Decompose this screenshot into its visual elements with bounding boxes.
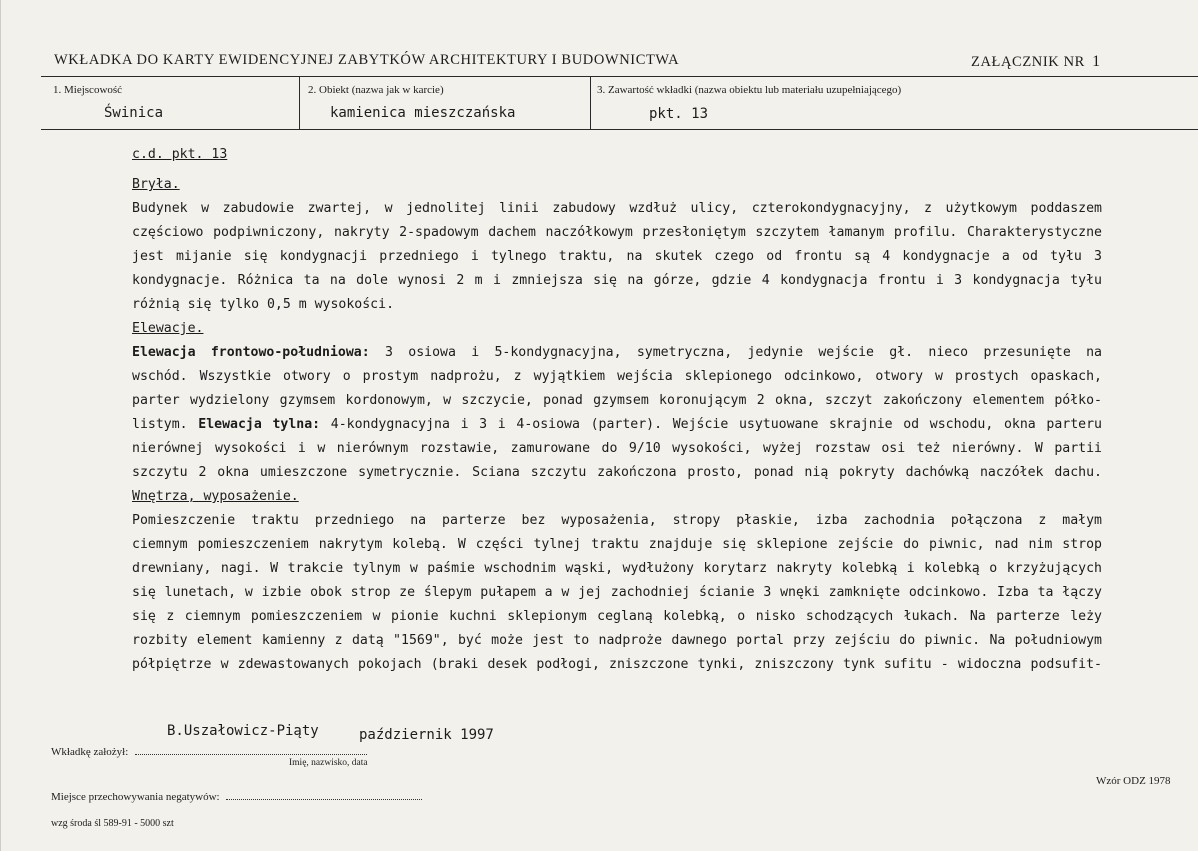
- elewacje-line-2: wschód. Wszystkie otwory o prostym nadprożu, z wyjątkiem wejścia sklepionego odcinkowo, otwory w prostych opaskach,: [132, 369, 1102, 384]
- elewacje-line-6: szczytu 2 okna umieszczone symetrycznie. Sciana szczytu zakończona prosto, ponad nią pokryty dachówką naczółek dachu.: [132, 465, 1102, 480]
- author-name: B.Uszałowicz-Piąty: [167, 723, 319, 739]
- content-label: 3. Zawartość wkładki (nazwa obiektu lub materiału uzupełniającego): [597, 84, 902, 96]
- annex-text: ZAŁĄCZNIK NR: [971, 54, 1085, 70]
- print-info: wzg środa śl 589-91 - 5000 szt: [51, 818, 174, 829]
- wnetrza-line-5: się z ciemnym pomieszczeniem w pionie kuchni sklepionym ceglaną kolebką, o nisko schodzących łukach. Na parterze leży: [132, 609, 1102, 624]
- elewacje-line-4-start: listym.: [132, 417, 188, 432]
- wnetrza-line-4: się lunetach, w izbie obok strop ze ślepym pułapem a w jej zachodniej ścianie 3 wnęki zamknięte odcinkowo. Izba ta łączy: [132, 585, 1102, 600]
- founded-dotted-line: [135, 745, 367, 755]
- header-rule-top: [41, 76, 1198, 77]
- field-divider-1: [299, 77, 300, 129]
- negatives-row: [51, 790, 422, 803]
- elewacje-line-4-text: 4-kondygnacyjna i 3 i 4-osiowa (parter). Wejście usytuowane skrajnie od wschodu, okna parteru: [330, 417, 1102, 432]
- field-divider-2: [590, 77, 591, 129]
- description-body: [132, 143, 1102, 677]
- wnetrza-line-3: drewniany, nagi. W trakcie tylnym w paśmie wschodnim wąski, wydłużony korytarz nakryty kolebką i kolebką o krzyżujących: [132, 561, 1102, 576]
- elewacje-line-3: parter wydzielony gzymsem kordonowym, w szczycie, ponad gzymsem koronującym 2 okna, szczyt zakończony elementem półko-: [132, 393, 1102, 408]
- content-value: pkt. 13: [649, 106, 709, 122]
- founded-caption: Imię, nazwisko, data: [289, 758, 368, 768]
- wnetrza-line-2: ciemnym pomieszczeniem nakrytym kolebą. W części tylnej traktu znajduje się sklepione zejście do piwnic, nad nim strop: [132, 537, 1102, 552]
- founded-label: Wkładkę założył:: [51, 746, 129, 758]
- elewacje-line-1-text: 3 osiowa i 5-kondygnacyjna, symetryczna, jedynie wejście gł. nieco przesunięte na: [384, 345, 1102, 360]
- signature-date: październik 1997: [359, 727, 494, 743]
- negatives-label: Miejsce przechowywania negatywów:: [51, 791, 220, 803]
- wnetrza-line-7: półpiętrze w zdewastowanych pokojach (braki desek podłogi, zniszczone tynki, zniszczony tynk sufitu - widoczna podsufit-: [132, 657, 1102, 672]
- form-title: WKŁADKA DO KARTY EWIDENCYJNEJ ZABYTKÓW ARCHITEKTURY I BUDOWNICTWA: [54, 52, 680, 68]
- section-heading-bryla: Bryła.: [132, 177, 180, 192]
- place-label: 1. Miejscowość: [53, 84, 123, 96]
- bryla-line-1: Budynek w zabudowie zwartej, w jednolitej linii zabudowy wzdłuż ulicy, czterokondygnacyjny, z użytkowym poddaszem: [132, 201, 1102, 216]
- form-model: Wzór ODZ 1978: [1096, 775, 1171, 787]
- place-value: Świnica: [104, 105, 164, 121]
- bryla-line-2: częściowo podpiwniczony, nakryty 2-spadowym dachem naczółkowym przesłoniętym szczytem łamanym profilu. Charakterystyczne: [132, 225, 1102, 240]
- negatives-dotted-line: [226, 790, 422, 800]
- section-heading-wnetrza: Wnętrza, wyposażenie.: [132, 489, 299, 504]
- bryla-line-4: kondygnacje. Różnica ta na dole wynosi 2 m i zmniejsza się na górze, gdzie 4 kondygnacja frontu i 3 kondygnacja tyłu: [132, 273, 1102, 288]
- elewacje-line-1: [132, 341, 1102, 365]
- annex-label: [971, 53, 1101, 71]
- object-label: 2. Obiekt (nazwa jak w karcie): [308, 84, 444, 96]
- section-heading-elewacje: Elewacje.: [132, 321, 204, 336]
- header-rule-bottom: [41, 129, 1198, 130]
- wnetrza-line-6: rozbity element kamienny z datą "1569", być może jest to nadproże dawnego portal przy zejściu do piwnic. Na południowym: [132, 633, 1102, 648]
- annex-number: 1: [1092, 53, 1101, 70]
- founded-row: [51, 745, 367, 758]
- rear-elevation-label: Elewacja tylna:: [198, 417, 321, 432]
- bryla-line-5: różnią się tylko 0,5 m wysokości.: [132, 297, 395, 312]
- front-elevation-label: Elewacja frontowo-południowa:: [132, 345, 370, 360]
- wnetrza-line-1: Pomieszczenie traktu przedniego na parterze bez wyposażenia, stropy płaskie, izba zachodnia połączona z małym: [132, 513, 1102, 528]
- elewacje-line-5: nierównej wysokości i w nierównym rozstawie, zamurowane do 9/10 wysokości, wyżej rozstaw osi też nierówny. W partii: [132, 441, 1102, 456]
- object-value: kamienica mieszczańska: [330, 105, 516, 121]
- bryla-line-3: jest mijanie się kondygnacji przedniego i tylnego traktu, na skutek czego od frontu są 4 kondygnacje a od tyłu 3: [132, 249, 1102, 264]
- elewacje-line-4: [132, 413, 1102, 437]
- continuation-heading: c.d. pkt. 13: [132, 147, 228, 162]
